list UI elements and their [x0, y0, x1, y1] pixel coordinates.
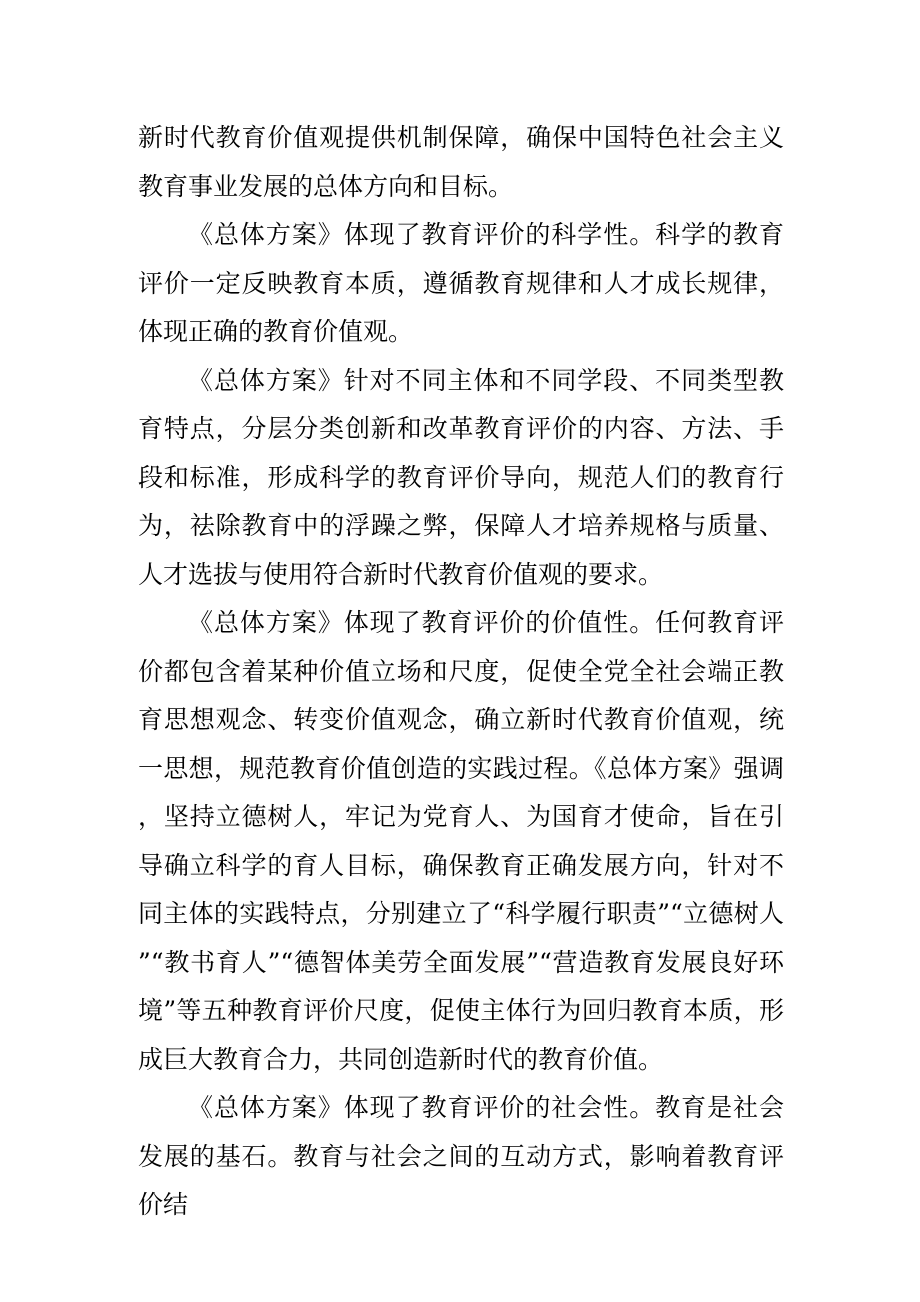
paragraph-2: 《总体方案》体现了教育评价的科学性。科学的教育评价一定反映教育本质，遵循教育规律和人才成长规律，体现正确的教育价值观。 — [138, 220, 784, 346]
paragraph-3: 《总体方案》针对不同主体和不同学段、不同类型教育特点，分层分类创新和改革教育评价的内容、方法、手段和标准，形成科学的教育评价导向，规范人们的教育行为，祛除教育中的浮躁之弊，保障人才培养规格与质量、人才选拔与使用符合新时代教育价值观的要求。 — [138, 365, 784, 589]
paragraph-5: 《总体方案》体现了教育评价的社会性。教育是社会发展的基石。教育与社会之间的互动方式，影响着教育评价结 — [138, 1093, 784, 1219]
body-text — [138, 114, 784, 1230]
paragraph-4: 《总体方案》体现了教育评价的价值性。任何教育评价都包含着某种价值立场和尺度，促使全党全社会端正教育思想观念、转变价值观念，确立新时代教育价值观，统一思想，规范教育价值创造的实践过程。《总体方案》强调，坚持立德树人，牢记为党育人、为国育才使命，旨在引导确立科学的育人目标，确保教育正确发展方向，针对不同主体的实践特点，分别建立了“科学履行职责”“立德树人”“教书育人”“德智体美劳全面发展”“营造教育发展良好环境”等五种教育评价尺度，促使主体行为回归教育本质，形成巨大教育合力，共同创造新时代的教育价值。 — [138, 608, 784, 1074]
paragraph-1: 新时代教育价值观提供机制保障，确保中国特色社会主义教育事业发展的总体方向和目标。 — [138, 123, 784, 201]
